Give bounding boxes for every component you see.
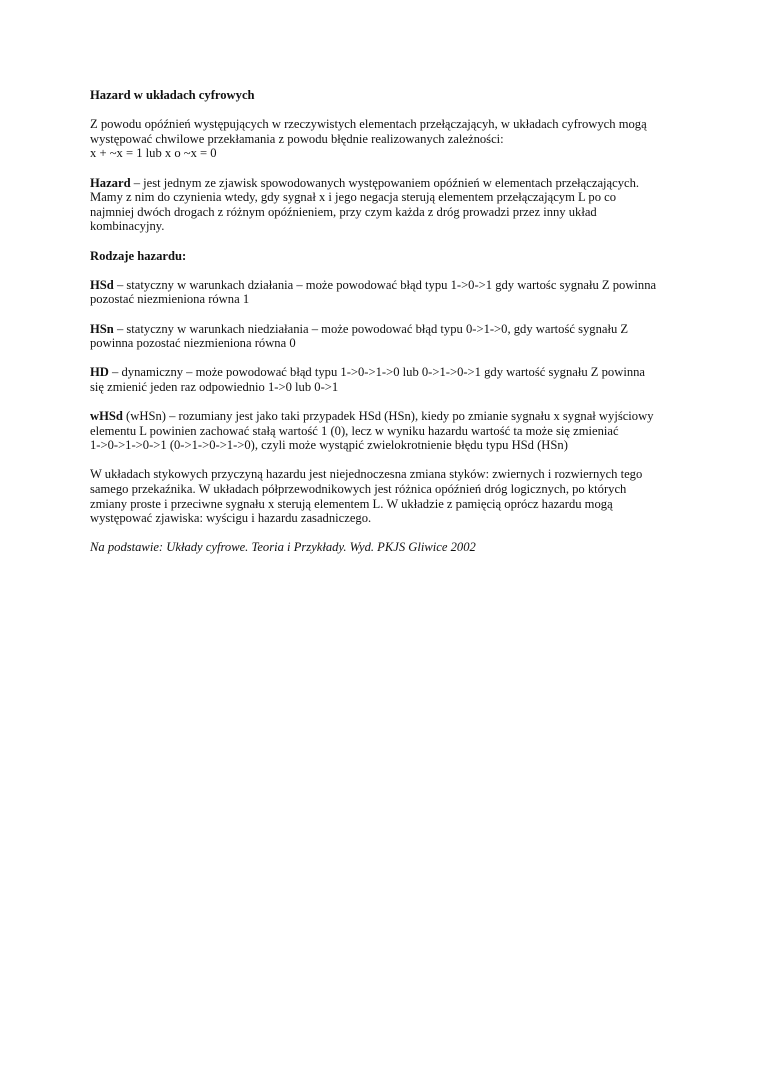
definition-line: Mamy z nim do czynienia wtedy, gdy sygnał x i jego negacja sterują elementem przełączającym L po co — [90, 190, 617, 205]
definition-line: kombinacyjny. — [90, 219, 165, 234]
intro-line: występować chwilowe przekłamania z powodu błędnie realizowanych zależności: — [90, 131, 504, 146]
definition-text: – jest jednym ze zjawisk spowodowanych występowaniem opóźnień w elementach przełączających. — [130, 175, 640, 190]
closing-line: występować zjawiska: wyścigu i hazardu zasadniczego. — [90, 511, 372, 526]
type-line: powinna pozostać niezmieniona równa 0 — [90, 336, 296, 351]
type-line: 1->0->1->0->1 (0->1->0->1->0), czyli może wystąpić zwielokrotnienie błędu typu HSd (HSn) — [90, 438, 568, 453]
closing-line: samego przekaźnika. W układach półprzewodnikowych jest różnica opóźnień dróg logicznych, po których — [90, 482, 627, 497]
document-page — [90, 88, 680, 570]
source-citation: Na podstawie: Układy cyfrowe. Teoria i Przykłady. Wyd. PKJS Gliwice 2002 — [90, 540, 476, 555]
document-title: Hazard w układach cyfrowych — [90, 88, 255, 102]
type-text: – statyczny w warunkach działania – może powodować błąd typu 1->0->1 gdy wartośc sygnału Z powinna — [113, 277, 657, 292]
intro-line: Z powodu opóźnień występujących w rzeczywistych elementach przełączającyh, w układach cyfrowych mogą — [90, 117, 647, 132]
definition-paragraph — [90, 176, 680, 234]
type-hsd-paragraph — [90, 278, 680, 307]
type-text: – dynamiczny – może powodować błąd typu 1->0->1->0 lub 0->1->0->1 gdy wartość sygnału Z powinna — [108, 365, 645, 380]
type-hd-paragraph — [90, 365, 680, 394]
type-whsd-paragraph — [90, 409, 680, 453]
type-term: HD — [90, 365, 109, 380]
closing-paragraph — [90, 467, 680, 525]
type-term: wHSd — [90, 409, 123, 424]
definition-line: najmniej dwóch drogach z różnym opóźnieniem, przy czym każda z dróg prowadzi przez inny układ — [90, 204, 597, 219]
type-term: HSd — [90, 277, 114, 292]
intro-paragraph — [90, 117, 680, 161]
type-line: się zmienić jeden raz odpowiednio 1->0 lub 0->1 — [90, 379, 339, 394]
type-hsn-paragraph — [90, 322, 680, 351]
type-line: pozostać niezmieniona równa 1 — [90, 292, 250, 307]
closing-line: W układach stykowych przyczyną hazardu jest niejednoczesna zmiana styków: zwiernych i rozwiernych tego — [90, 467, 643, 482]
type-text: – statyczny w warunkach niedziałania – może powodować błąd typu 0->1->0, gdy wartość sygnału Z — [113, 321, 629, 336]
definition-term: Hazard — [90, 175, 131, 190]
closing-line: zmiany proste i przeciwne sygnału x sterują elementem L. W układzie z pamięcią oprócz hazardu mogą — [90, 496, 613, 511]
type-line: elementu L powinien zachować stałą wartość 1 (0), lecz w wyniku hazardu wartość ta może się zmieniać — [90, 423, 619, 438]
intro-formula: x + ~x = 1 lub x o ~x = 0 — [90, 146, 217, 161]
types-heading: Rodzaje hazardu: — [90, 248, 187, 263]
type-text: (wHSn) – rozumiany jest jako taki przypadek HSd (HSn), kiedy po zmianie sygnału x sygnał wyjściowy — [122, 409, 654, 424]
type-term: HSn — [90, 321, 114, 336]
